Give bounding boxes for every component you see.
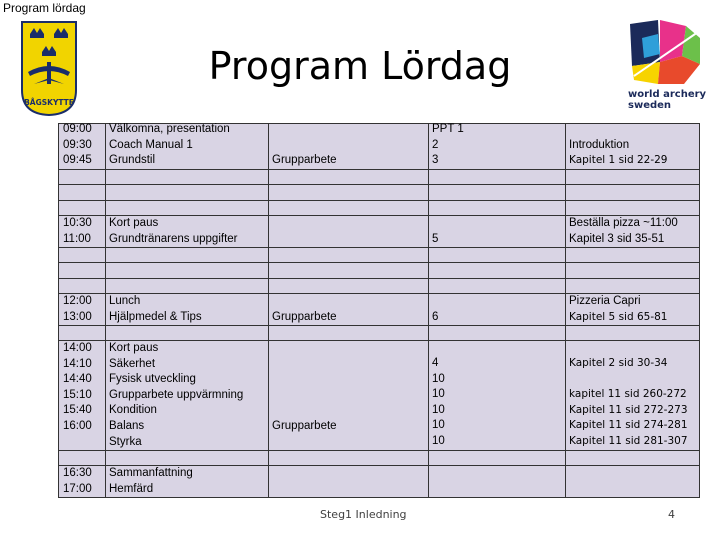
reference-cell: Kapitel 2 sid 30-34 kapitel 11 sid 260-272 Kapitel 11 sid 272-273 Kapitel 11 sid 274-281 Kapitel 11 sid 281-307 bbox=[569, 357, 688, 447]
sweden-text: sweden bbox=[628, 100, 672, 111]
corner-title: Program lördag bbox=[3, 1, 86, 15]
ppt-cell: PPT 1 2 3 bbox=[432, 123, 464, 167]
table-border bbox=[58, 169, 700, 170]
format-cell: Grupparbete bbox=[272, 311, 337, 323]
activity-cell: Kort paus Säkerhet Fysisk utveckling Grupparbete uppvärmning Kondition Balans Styrka bbox=[109, 342, 244, 448]
table-border bbox=[105, 123, 106, 497]
activity-cell: Sammanfattning Hemfärd bbox=[109, 467, 193, 495]
table-border bbox=[58, 184, 700, 185]
reference-cell: Kapitel 5 sid 65-81 bbox=[569, 311, 668, 323]
note-cell: Pizzeria Capri bbox=[569, 295, 641, 307]
ppt-cell: 4 10 10 10 10 10 bbox=[432, 357, 445, 447]
world-archery-text: world archery bbox=[628, 89, 707, 100]
world-archery-sweden-text bbox=[628, 89, 706, 111]
activity-cell: Kort paus Grundtränarens uppgifter bbox=[109, 217, 238, 245]
reference-cell: Kapitel 1 sid 22-29 bbox=[569, 154, 668, 166]
time-cell: 09:00 09:30 09:45 bbox=[63, 123, 92, 167]
page-number: 4 bbox=[668, 508, 675, 521]
format-cell: Grupparbete bbox=[272, 154, 337, 166]
table-border bbox=[58, 200, 700, 201]
table-border bbox=[58, 278, 700, 279]
footer-section-label: Steg1 Inledning bbox=[320, 508, 407, 521]
table-border bbox=[565, 123, 566, 497]
note-cell: Introduktion bbox=[569, 139, 630, 151]
page-title: Program Lördag bbox=[208, 44, 512, 88]
table-border bbox=[699, 123, 700, 497]
time-cell: 14:00 14:10 14:40 15:10 15:40 16:00 bbox=[63, 342, 92, 432]
table-border bbox=[58, 123, 59, 497]
ppt-cell: 6 bbox=[432, 311, 439, 323]
activity-cell: Lunch Hjälpmedel & Tips bbox=[109, 295, 202, 323]
note-cell: Beställa pizza ~11:00 Kapitel 3 sid 35-51 bbox=[569, 217, 678, 245]
time-cell: 16:30 17:00 bbox=[63, 467, 92, 495]
table-border bbox=[58, 262, 700, 263]
format-cell: Grupparbete bbox=[272, 420, 337, 432]
time-cell: 12:00 13:00 bbox=[63, 295, 92, 323]
activity-cell: Välkomna, presentation Coach Manual 1 Grundstil bbox=[109, 123, 230, 167]
time-cell: 10:30 11:00 bbox=[63, 217, 92, 245]
bagskytte-logo-text: BÅGSKYTTE bbox=[24, 98, 74, 107]
table-border bbox=[428, 123, 429, 497]
table-border bbox=[268, 123, 269, 497]
ppt-cell: 5 bbox=[432, 233, 439, 245]
